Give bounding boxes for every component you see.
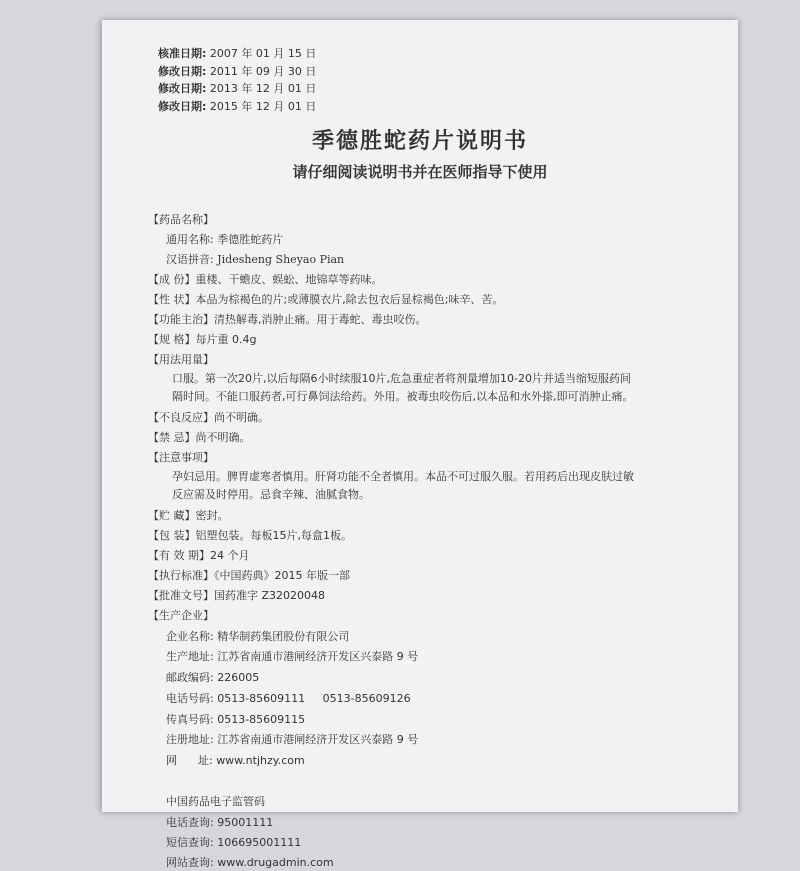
approval-value: 国药准字 Z32020048 bbox=[214, 589, 326, 602]
revision-date-row bbox=[158, 63, 316, 81]
supervision-row bbox=[166, 855, 334, 871]
manufacturer-row bbox=[166, 691, 411, 707]
spec-label: 【规 格】 bbox=[148, 333, 196, 346]
adverse-row bbox=[148, 410, 269, 426]
date-value: 2015 年 12 月 01 日 bbox=[209, 99, 317, 113]
indications-label: 【功能主治】 bbox=[148, 313, 214, 326]
manufacturer-row-label: 企业名称: bbox=[166, 630, 214, 643]
usage-text-line: 隔时间。不能口服药者,可行鼻饲法给药。外用。被毒虫咬伤后,以本品和水外搽,即可消肿止痛。 bbox=[172, 390, 634, 403]
manufacturer-row bbox=[166, 712, 305, 728]
spec-value: 每片重 0.4g bbox=[195, 333, 257, 346]
adverse-label: 【不良反应】 bbox=[148, 411, 214, 424]
generic-name-label: 通用名称: bbox=[166, 233, 214, 246]
approval-row bbox=[148, 588, 325, 604]
manufacturer-row bbox=[166, 732, 418, 748]
storage-label: 【贮 藏】 bbox=[148, 509, 196, 522]
contraindications-label: 【禁 忌】 bbox=[148, 431, 196, 444]
package-value: 铝塑包装。每板15片,每盒1板。 bbox=[195, 529, 352, 542]
storage-value: 密封。 bbox=[195, 509, 229, 522]
character-row bbox=[148, 292, 503, 308]
supervision-row bbox=[166, 815, 273, 831]
validity-value: 24 个月 bbox=[210, 549, 250, 562]
standard-value: 《中国药典》2015 年版一部 bbox=[214, 569, 350, 582]
indications-row bbox=[148, 312, 427, 328]
manufacturer-row-label: 传真号码: bbox=[166, 713, 214, 726]
date-label: 核准日期: bbox=[158, 47, 207, 60]
validity-label: 【有 效 期】 bbox=[148, 549, 210, 562]
manufacturer-row-value: 0513-85609111 0513-85609126 bbox=[217, 692, 411, 705]
date-block bbox=[158, 45, 316, 115]
supervision-row-value: www.drugadmin.com bbox=[217, 856, 334, 869]
manufacturer-row-value: www.ntjhzy.com bbox=[216, 754, 305, 767]
manufacturer-row-value: 江苏省南通市港闸经济开发区兴泰路 9 号 bbox=[217, 733, 419, 746]
document-subtitle: 请仔细阅读说明书并在医师指导下使用 bbox=[292, 163, 548, 181]
generic-name-value: 季德胜蛇药片 bbox=[217, 233, 284, 246]
date-value: 2011 年 09 月 30 日 bbox=[209, 64, 317, 78]
manufacturer-row bbox=[166, 670, 259, 686]
date-label: 修改日期: bbox=[158, 82, 207, 96]
manufacturer-row-label: 注册地址: bbox=[166, 733, 214, 746]
character-label: 【性 状】 bbox=[148, 293, 196, 306]
manufacturer-row-label: 电话号码: bbox=[166, 692, 214, 705]
date-label: 修改日期: bbox=[158, 99, 207, 113]
contraindications-value: 尚不明确。 bbox=[195, 431, 251, 444]
date-value: 2007 年 01 月 15 日 bbox=[209, 47, 317, 60]
manufacturer-row-label: 网 址: bbox=[166, 754, 213, 767]
supervision-row-label: 网站查询: bbox=[166, 856, 214, 869]
validity-row bbox=[148, 548, 250, 564]
supervision-header: 中国药品电子监管码 bbox=[166, 795, 265, 808]
manufacturer-row-value: 226005 bbox=[217, 671, 260, 684]
manufacturer-row-value: 精华制药集团股份有限公司 bbox=[217, 630, 350, 643]
pinyin-row bbox=[166, 252, 344, 268]
contraindications-row bbox=[148, 430, 251, 446]
document-title: 季德胜蛇药片说明书 bbox=[311, 129, 528, 154]
supervision-row bbox=[166, 835, 301, 851]
standard-row bbox=[148, 568, 350, 584]
package-row bbox=[148, 528, 352, 544]
pinyin-label: 汉语拼音: bbox=[166, 253, 214, 266]
composition-row bbox=[148, 272, 383, 288]
spec-row bbox=[148, 332, 256, 348]
revision-date-row bbox=[158, 80, 316, 98]
revision-date-row bbox=[158, 98, 316, 116]
pinyin-value: Jidesheng Sheyao Pian bbox=[217, 253, 345, 266]
approval-label: 【批准文号】 bbox=[148, 589, 214, 602]
manufacturer-row-label: 生产地址: bbox=[166, 650, 214, 663]
character-value: 本品为棕褐色的片;或薄膜衣片,除去包衣后显棕褐色;味辛、苦。 bbox=[195, 293, 504, 306]
precautions-text-line: 孕妇忌用。脾胃虚寒者慎用。肝肾功能不全者慎用。本品不可过服久服。若用药后出现皮肤过敏 bbox=[172, 470, 634, 483]
supervision-row-label: 短信查询: bbox=[166, 836, 214, 849]
manufacturer-header: 【生产企业】 bbox=[148, 609, 214, 622]
storage-row bbox=[148, 508, 229, 524]
supervision-row-value: 106695001111 bbox=[217, 836, 302, 849]
manufacturer-row-value: 江苏省南通市港闸经济开发区兴泰路 9 号 bbox=[217, 650, 419, 663]
section-drug-name-header: 【药品名称】 bbox=[148, 213, 214, 226]
precautions-header: 【注意事项】 bbox=[148, 451, 214, 464]
adverse-value: 尚不明确。 bbox=[214, 411, 269, 424]
supervision-row-label: 电话查询: bbox=[166, 816, 214, 829]
leaflet-sheet bbox=[102, 20, 738, 869]
usage-text-line: 口服。第一次20片,以后每隔6小时续服10片,危急重症者将剂量增加10-20片并适当缩短服药间 bbox=[172, 372, 631, 385]
composition-label: 【成 份】 bbox=[148, 273, 196, 286]
date-label: 修改日期: bbox=[158, 64, 207, 78]
date-value: 2013 年 12 月 01 日 bbox=[209, 82, 317, 96]
manufacturer-row bbox=[166, 629, 349, 645]
manufacturer-row bbox=[166, 649, 418, 665]
package-label: 【包 装】 bbox=[148, 529, 196, 542]
manufacturer-row-value: 0513-85609115 bbox=[217, 713, 306, 726]
manufacturer-row bbox=[166, 753, 305, 769]
usage-header: 【用法用量】 bbox=[148, 353, 214, 366]
manufacturer-row-label: 邮政编码: bbox=[166, 671, 214, 684]
indications-value: 清热解毒,消肿止痛。用于毒蛇、毒虫咬伤。 bbox=[214, 313, 427, 326]
supervision-row-value: 95001111 bbox=[217, 816, 274, 829]
approval-date-row bbox=[158, 45, 316, 63]
standard-label: 【执行标准】 bbox=[148, 569, 214, 582]
generic-name-row bbox=[166, 232, 283, 248]
composition-value: 重楼、干蟾皮、蜈蚣、地锦草等药味。 bbox=[195, 273, 383, 286]
precautions-text-line: 反应需及时停用。忌食辛辣、油腻食物。 bbox=[172, 488, 370, 501]
